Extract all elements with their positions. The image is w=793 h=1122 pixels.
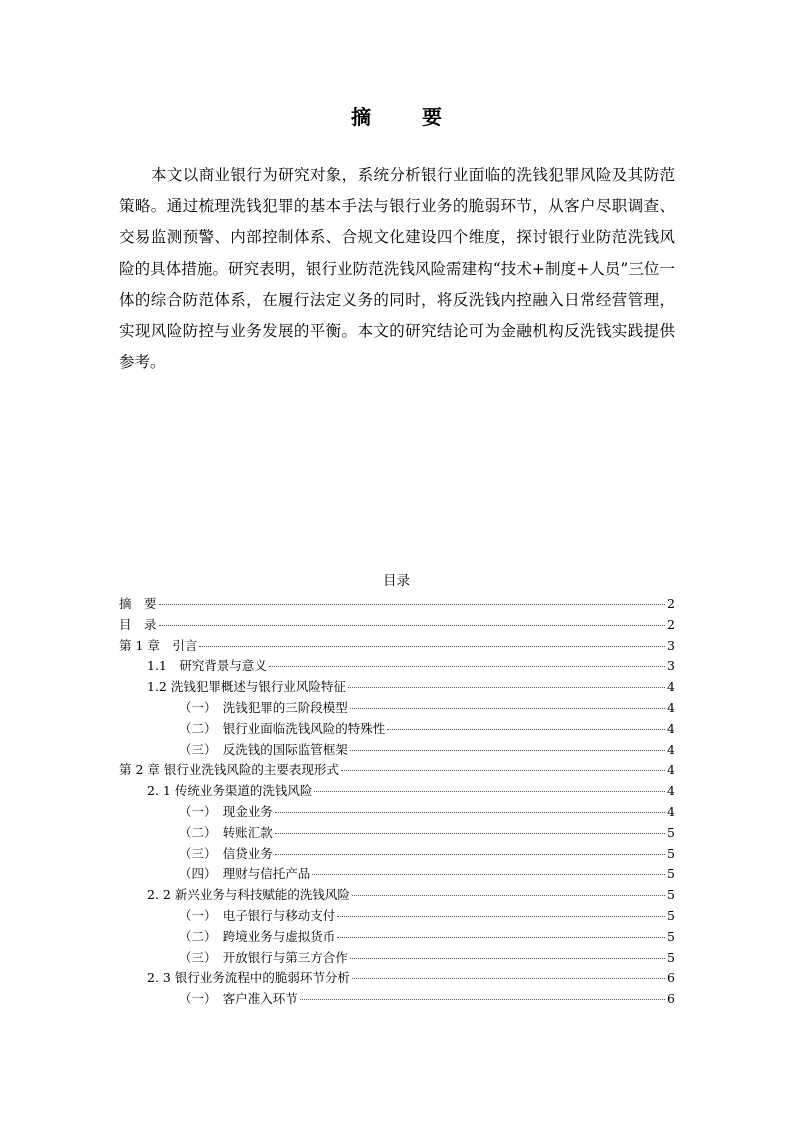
toc-entry-page: 4 [667,679,675,695]
toc-entry-label: 1.2 洗钱犯罪概述与银行业风险特征 [147,679,346,695]
toc-entry[interactable] [119,760,675,781]
abstract-title: 摘 要 [351,105,464,129]
toc-entry[interactable] [119,885,675,906]
toc-leader [312,874,665,875]
toc-entry-label: （一） 洗钱犯罪的三阶段模型 [179,699,348,715]
toc-entry-label: 第 1 章 引言 [119,637,198,653]
toc-entry[interactable] [119,823,675,844]
toc-title: 目录 [383,573,410,589]
toc-leader [337,937,665,938]
toc-entry[interactable] [119,948,675,969]
toc-entry-page: 4 [667,762,675,778]
toc-entry[interactable] [119,698,675,719]
toc-leader [352,895,665,896]
toc-entry-page: 5 [667,845,675,861]
toc-entry-page: 5 [667,824,675,840]
toc-leader [300,999,665,1000]
toc-leader [387,729,665,730]
toc-entry-page: 4 [667,741,675,757]
toc-leader [350,708,665,709]
toc-entry[interactable] [119,781,675,802]
toc-entry[interactable] [119,740,675,761]
toc-leader [275,833,665,834]
toc-entry[interactable] [119,968,675,989]
toc-entry-label: （一） 电子银行与移动支付 [179,907,336,923]
toc-leader [337,916,665,917]
toc-entry-label: （三） 信贷业务 [179,845,273,861]
toc-entry-label: 第 2 章 银行业洗钱风险的主要表现形式 [119,762,339,778]
toc-entry-label: 目 录 [119,616,157,632]
toc-entry-page: 3 [667,658,675,674]
toc-leader [348,687,665,688]
toc-leader [352,978,665,979]
toc-leader [314,791,665,792]
toc-entry[interactable] [119,594,675,615]
toc-leader [159,604,666,605]
toc-entry-page: 4 [667,783,675,799]
toc-entry[interactable] [119,989,675,1010]
toc-entry-page: 2 [667,616,675,632]
toc-entry-label: （三） 反洗钱的国际监管框架 [179,741,348,757]
toc-entry[interactable] [119,615,675,636]
toc-entry[interactable] [119,719,675,740]
toc-entry-label: 摘 要 [119,596,157,611]
toc-entry-label: （一） 客户准入环节 [179,991,298,1007]
toc-entry-page: 5 [667,928,675,944]
toc-entry-label: （一） 现金业务 [179,803,273,819]
table-of-contents [119,594,675,1010]
toc-entry-page: 6 [667,991,675,1007]
toc-entry-page: 5 [667,907,675,923]
toc-leader [341,770,665,771]
toc-entry-page: 2 [667,596,675,611]
toc-leader [269,666,665,667]
toc-entry[interactable] [119,636,675,657]
toc-leader [199,646,665,647]
toc-entry-label: 1.1 研究背景与意义 [147,658,267,674]
toc-entry-page: 5 [667,866,675,882]
toc-entry-label: （二） 转账汇款 [179,824,273,840]
abstract-body: 本文以商业银行为研究对象，系统分析银行业面临的洗钱犯罪风险及其防范策略。通过梳理洗钱犯罪的基本手法与银行业务的脆弱环节，从客户尽职调查、交易监测预警、内部控制体系、合规文化建设四个维度，探讨银行业防范洗钱风险的具体措施。研究表明，银行业防范洗钱风险需建构“技术+制度+人员”三位一体的综合防范体系，在履行法定义务的同时，将反洗钱内控融入日常经营管理，实现风险防控与业务发展的平衡。本文的研究结论可为金融机构反洗钱实践提供参考。 [119,166,675,372]
toc-entry-label: 2. 3 银行业务流程中的脆弱环节分析 [147,970,350,986]
toc-entry-label: 2. 1 传统业务渠道的洗钱风险 [147,783,313,799]
toc-entry-page: 5 [667,887,675,903]
toc-leader [350,750,665,751]
toc-entry[interactable] [119,656,675,677]
toc-entry-label: （四） 理财与信托产品 [179,866,311,882]
toc-entry-page: 4 [667,803,675,819]
toc-entry[interactable] [119,906,675,927]
toc-leader [159,625,666,626]
toc-leader [275,812,665,813]
toc-entry-page: 4 [667,699,675,715]
toc-entry-page: 4 [667,720,675,736]
toc-leader [350,958,665,959]
toc-entry[interactable] [119,844,675,865]
toc-entry[interactable] [119,677,675,698]
toc-entry-label: （二） 跨境业务与虚拟货币 [179,928,336,944]
toc-entry-page: 5 [667,949,675,965]
toc-entry[interactable] [119,927,675,948]
toc-leader [275,854,665,855]
toc-entry-label: （二） 银行业面临洗钱风险的特殊性 [179,720,386,736]
toc-entry[interactable] [119,864,675,885]
toc-entry-page: 3 [667,637,675,653]
toc-entry-label: 2. 2 新兴业务与科技赋能的洗钱风险 [147,887,350,903]
toc-entry-page: 6 [667,970,675,986]
toc-entry-label: （三） 开放银行与第三方合作 [179,949,348,965]
toc-entry[interactable] [119,802,675,823]
